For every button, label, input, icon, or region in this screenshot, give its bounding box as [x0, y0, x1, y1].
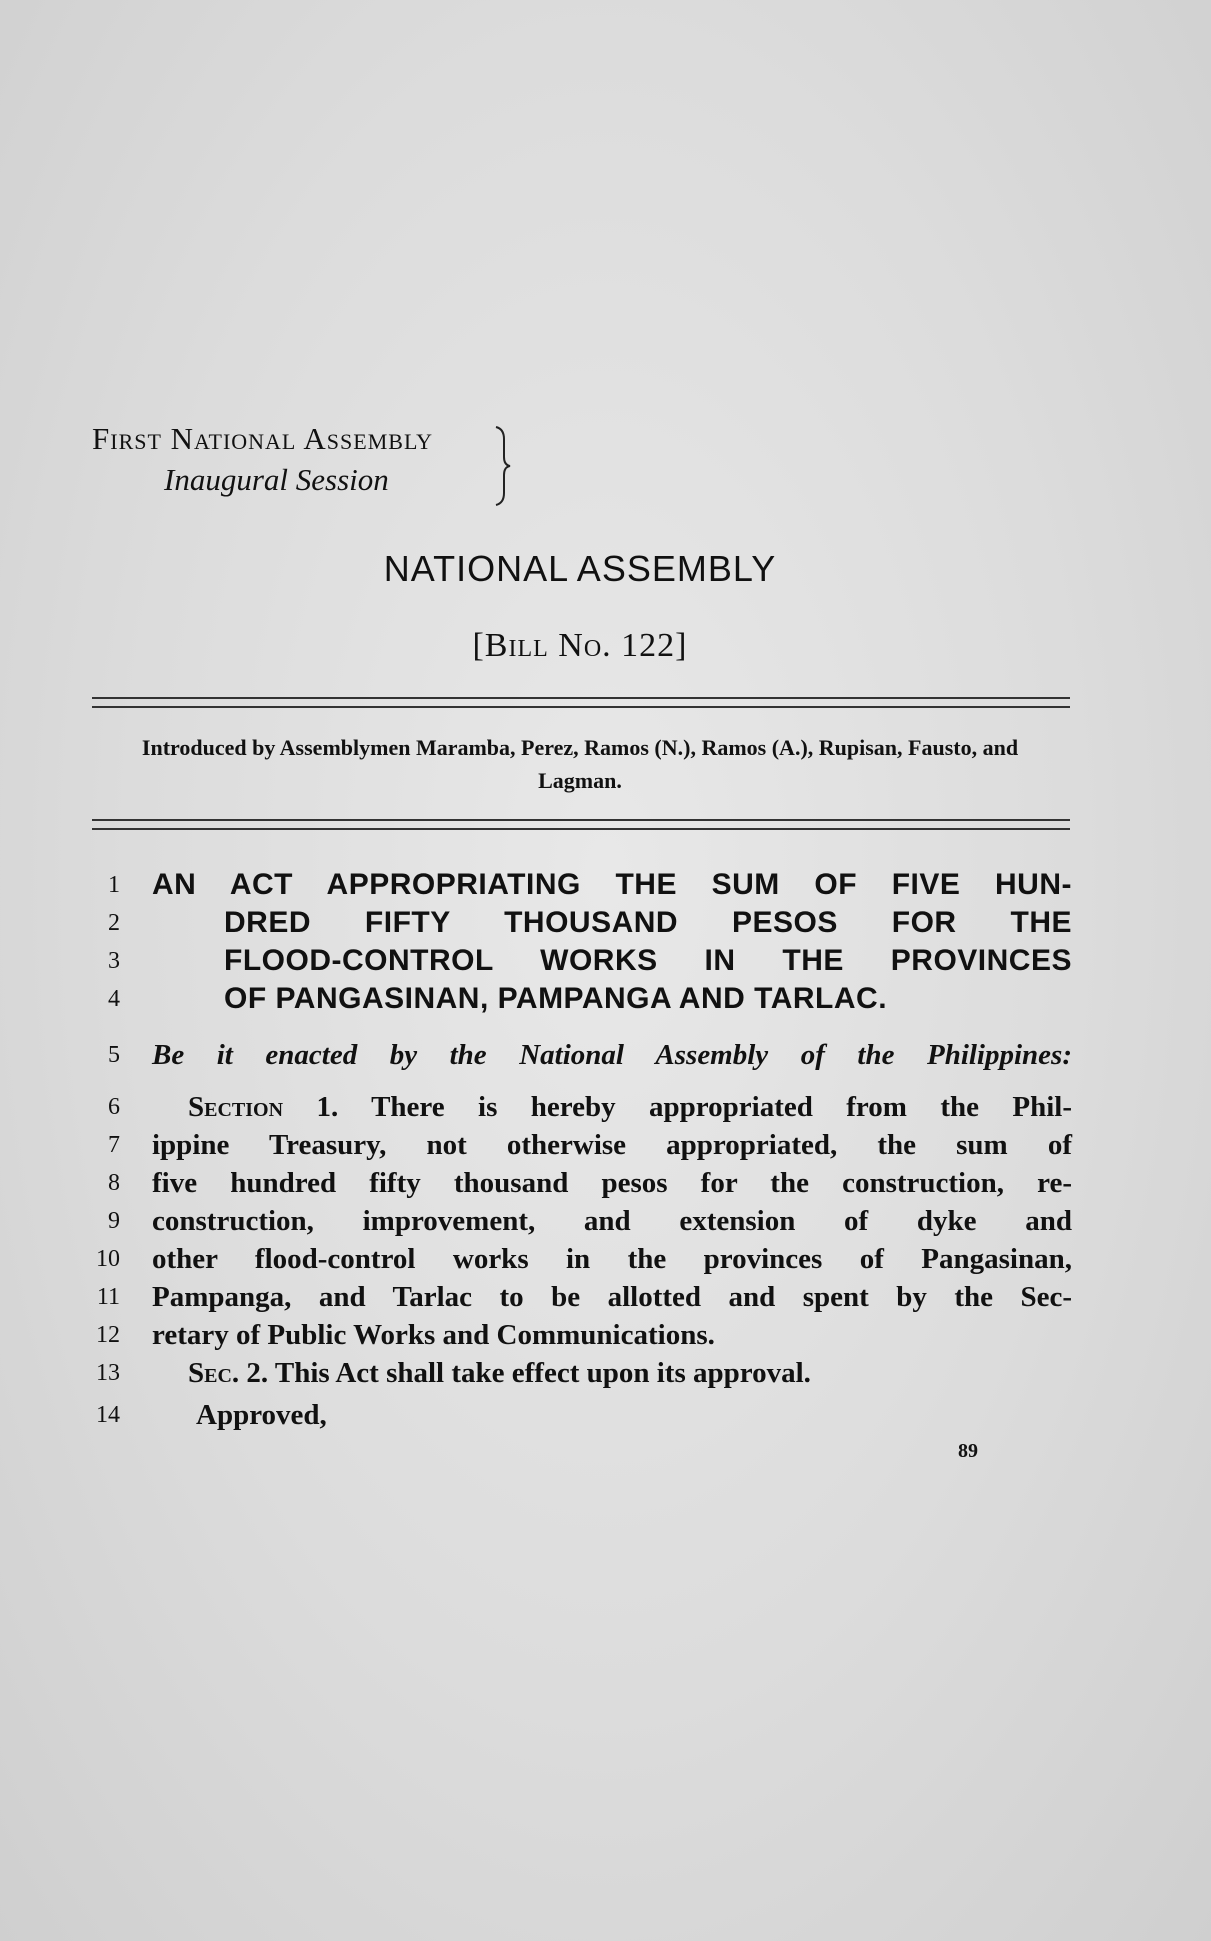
bill-line — [92, 1126, 1072, 1166]
bill-line — [92, 1164, 1072, 1204]
bill-number: [Bill No. 122] — [472, 627, 688, 664]
line-number: 12 — [96, 1322, 120, 1348]
line-number: 10 — [96, 1246, 120, 1272]
line-number: 3 — [108, 948, 120, 974]
bill-line — [92, 1396, 1072, 1436]
section-line — [188, 1088, 1072, 1126]
bill-line — [92, 866, 1072, 906]
approved-text: Approved, — [196, 1399, 327, 1431]
line-number: 7 — [108, 1132, 120, 1158]
bill-line — [92, 1088, 1072, 1128]
line-number: 6 — [108, 1094, 120, 1120]
section-text: ippine Treasury, not otherwise appropriated, the sum of — [152, 1129, 1072, 1161]
section-text: 1. There is hereby appropriated from the Phil- — [316, 1091, 1073, 1123]
session-heading — [92, 418, 433, 500]
section-text: 2. This Act shall take effect upon its approval. — [246, 1357, 811, 1389]
bill-line — [92, 1202, 1072, 1242]
act-title-line: FLOOD-CONTROL WORKS IN THE PROVINCES — [224, 944, 1072, 977]
session-subtitle: Inaugural Session — [164, 462, 389, 497]
bill-line — [92, 1354, 1072, 1394]
introduced-by: Introduced by Assemblymen Maramba, Perez, Ramos (N.), Ramos (A.), Rupisan, Fausto, and Lagman. — [141, 735, 1019, 793]
line-number: 4 — [108, 986, 120, 1012]
line-number: 11 — [96, 1284, 120, 1310]
line-number: 5 — [108, 1042, 120, 1068]
session-title: First National Assembly — [92, 421, 434, 456]
bill-line — [92, 904, 1072, 944]
line-number: 2 — [108, 910, 120, 936]
section-line — [188, 1354, 1072, 1392]
page-number: 89 — [958, 1440, 978, 1462]
act-title-line: OF PANGASINAN, PAMPANGA AND TARLAC. — [224, 982, 888, 1015]
bill-line — [92, 942, 1072, 982]
line-number: 9 — [108, 1208, 120, 1234]
bill-line — [92, 1278, 1072, 1318]
section-text: Pampanga, and Tarlac to be allotted and spent by the Sec- — [152, 1281, 1072, 1313]
bill-line — [92, 980, 1072, 1020]
brace-icon — [494, 425, 512, 507]
assembly-title: NATIONAL ASSEMBLY — [383, 548, 777, 589]
act-title-line: AN ACT APPROPRIATING THE SUM OF FIVE HUN- — [152, 868, 1072, 901]
act-title-line: DRED FIFTY THOUSAND PESOS FOR THE — [224, 906, 1072, 939]
line-number: 8 — [108, 1170, 120, 1196]
section-label: Section — [188, 1091, 284, 1123]
line-number: 13 — [96, 1360, 120, 1386]
bill-line — [92, 1036, 1072, 1076]
line-number: 14 — [96, 1402, 120, 1428]
section-text: other flood-control works in the provinces of Pangasinan, — [152, 1243, 1072, 1275]
section-text: retary of Public Works and Communications. — [152, 1319, 715, 1351]
top-double-rule — [92, 697, 1070, 708]
bottom-double-rule — [92, 819, 1070, 830]
section-text: construction, improvement, and extension of dyke and — [152, 1205, 1072, 1237]
section-label: Sec. — [188, 1357, 240, 1389]
bill-line — [92, 1240, 1072, 1280]
bill-line — [92, 1316, 1072, 1356]
enacting-clause: Be it enacted by the National Assembly of the Philippines: — [152, 1039, 1072, 1071]
line-number: 1 — [108, 872, 120, 898]
section-text: five hundred fifty thousand pesos for the construction, re- — [152, 1167, 1072, 1199]
